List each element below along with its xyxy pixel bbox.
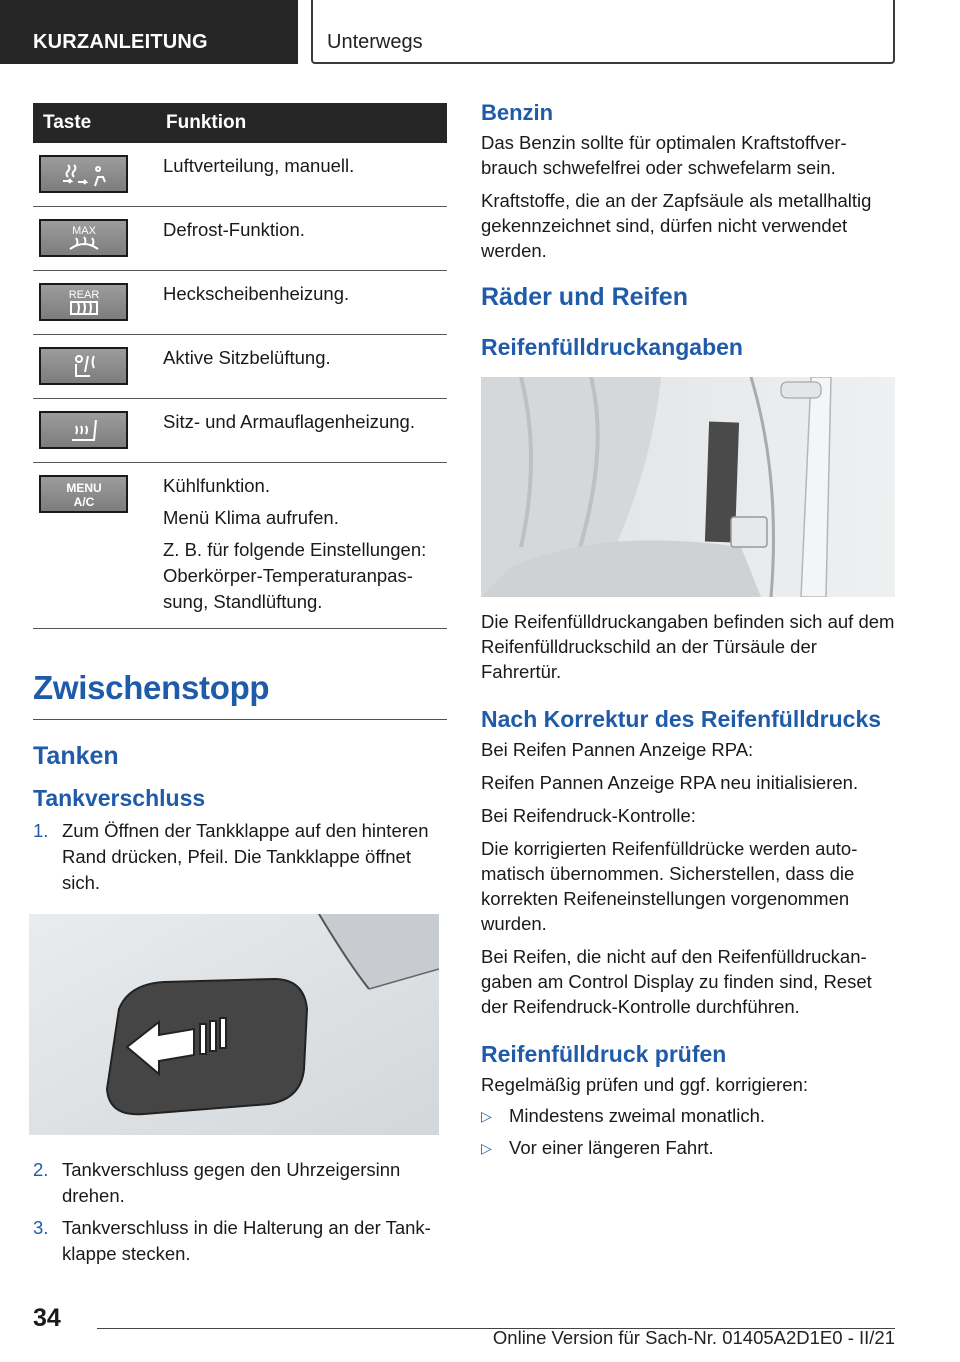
footer-text: Online Version für Sach-Nr. 01405A2D1E0 - II/21 xyxy=(492,1327,895,1348)
steps-list xyxy=(33,1157,447,1267)
page-number: 34 xyxy=(33,1304,61,1332)
table-row xyxy=(33,463,447,629)
table-row xyxy=(33,335,447,399)
function-cell: Kühlfunktion. Menü Klima aufrufen. Z. B. für folgende Einstellungen: Oberkörper-Temperaturanpas-sung, Standlüftung. xyxy=(161,463,447,629)
pruefen-paragraph: Regelmäßig prüfen und ggf. korrigieren: xyxy=(481,1074,809,1095)
korrektur-paragraph-2: Reifen Pannen Anzeige RPA neu initialisieren. xyxy=(481,772,859,793)
reifenfuelldruck-paragraph: Die Reifenfülldruckangaben befinden sich auf dem Reifenfülldruckschild an der Türsäule der Fahrertür. xyxy=(481,611,895,682)
door-pillar-illustration xyxy=(481,377,895,597)
benzin-paragraph-1: Das Benzin sollte für optimalen Kraftstoffver-brauch schwefelfrei oder schwefelarm sein. xyxy=(481,132,847,178)
table-row xyxy=(33,271,447,335)
left-column xyxy=(33,103,447,1267)
table-row xyxy=(33,207,447,271)
header-bar xyxy=(0,0,960,66)
seat-ventilation-icon xyxy=(39,347,128,385)
menu-ac-icon xyxy=(39,475,128,513)
svg-text:A/C: A/C xyxy=(73,495,94,509)
table-row xyxy=(33,399,447,463)
benzin-paragraph-2: Kraftstoffe, die an der Zapfsäule als metallhaltig gekennzeichnet sind, dürfen nicht verwendet werden. xyxy=(481,190,872,261)
column-header-key: Taste xyxy=(33,103,161,143)
fuel-flap-illustration xyxy=(29,914,439,1135)
triangle-bullet-icon: ▷ xyxy=(481,1140,492,1156)
max-defrost-icon xyxy=(39,219,128,257)
svg-text:REAR: REAR xyxy=(68,289,99,301)
table-header-row xyxy=(33,103,447,143)
heading-benzin: Benzin xyxy=(481,100,554,125)
seat-heating-icon xyxy=(39,411,128,449)
heading-tankverschluss: Tankverschluss xyxy=(33,785,206,811)
bullet-list xyxy=(481,1103,895,1161)
heading-reifenfuelldruckangaben: Reifenfülldruckangaben xyxy=(481,334,743,360)
table-row xyxy=(33,143,447,207)
list-item: 1. Zum Öffnen der Tankklappe auf den hinteren Rand drücken, Pfeil. Die Tankklappe öffnet sich. xyxy=(33,820,429,893)
korrektur-paragraph-4: Die korrigierten Reifenfülldrücke werden auto-matisch übernommen. Sicherstellen, dass die korrekten Reifeneinstellungen vorgenommen wurden. xyxy=(481,838,858,934)
svg-text:MENU: MENU xyxy=(65,481,102,495)
function-cell: Luftverteilung, manuell. xyxy=(161,143,447,207)
chapter-tab[interactable]: Unterwegs xyxy=(311,0,895,64)
heading-zwischenstopp: Zwischenstopp xyxy=(33,669,447,720)
function-cell: Heckscheibenheizung. xyxy=(161,271,447,335)
heading-raeder-und-reifen: Räder und Reifen xyxy=(481,283,688,311)
heading-reifenfuelldruck-pruefen: Reifenfülldruck prüfen xyxy=(481,1041,727,1067)
list-item: ▷ Mindestens zweimal monatlich. xyxy=(481,1103,895,1129)
key-function-table xyxy=(33,103,447,629)
section-tab[interactable]: KURZANLEITUNG xyxy=(0,0,298,64)
svg-text:MAX: MAX xyxy=(71,225,96,237)
column-header-function: Funktion xyxy=(161,103,447,143)
list-item: 2. Tankverschluss gegen den Uhrzeigersinn drehen. xyxy=(33,1159,401,1206)
function-cell: Defrost-Funktion. xyxy=(161,207,447,271)
triangle-bullet-icon: ▷ xyxy=(481,1108,492,1124)
korrektur-paragraph-3: Bei Reifendruck-Kontrolle: xyxy=(481,805,696,826)
list-item: 3. Tankverschluss in die Halterung an der Tank-klappe stecken. xyxy=(33,1217,431,1264)
right-column xyxy=(481,100,895,1167)
rear-window-heating-icon xyxy=(39,283,128,321)
heading-tanken: Tanken xyxy=(33,742,119,770)
list-item: ▷ Vor einer längeren Fahrt. xyxy=(481,1135,895,1161)
air-distribution-icon xyxy=(39,155,128,193)
function-cell: Aktive Sitzbelüftung. xyxy=(161,335,447,399)
korrektur-paragraph-5: Bei Reifen, die nicht auf den Reifenfülldruckan-gaben am Control Display zu finden sind, Reset der Reifendruck-Kontrolle durchführen. xyxy=(481,946,872,1017)
steps-list xyxy=(33,818,447,896)
heading-nach-korrektur: Nach Korrektur des Reifenfülldrucks xyxy=(481,706,882,732)
korrektur-paragraph-1: Bei Reifen Pannen Anzeige RPA: xyxy=(481,739,754,760)
function-cell: Sitz- und Armauflagenheizung. xyxy=(161,399,447,463)
